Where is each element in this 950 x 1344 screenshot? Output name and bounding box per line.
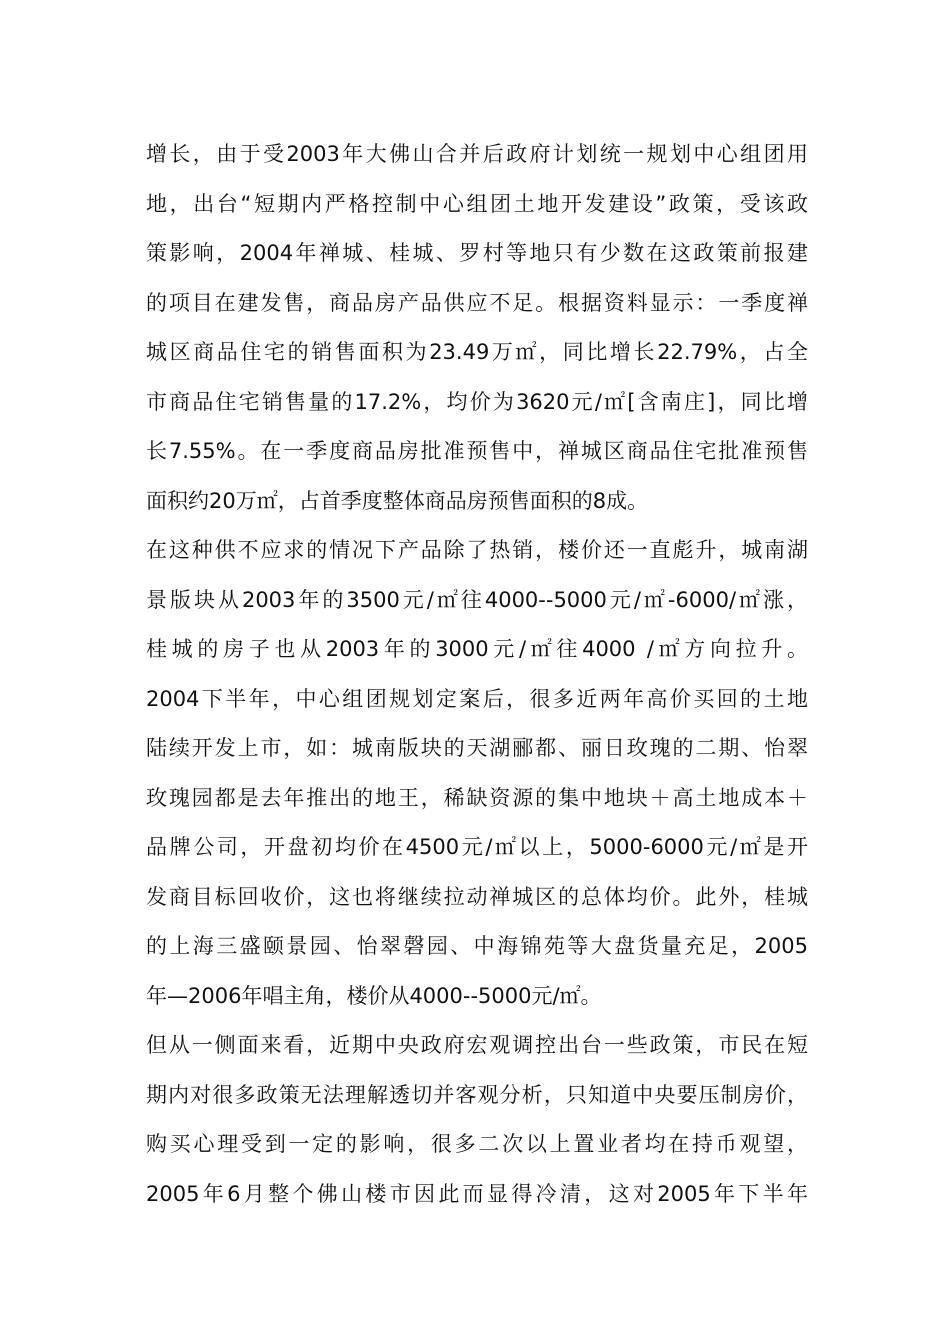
text-line: 陆续开发上市，如：城南版块的天湖郦都、丽日玫瑰的二期、怡翠 bbox=[146, 736, 808, 760]
paragraph-supply-shortage bbox=[146, 130, 808, 526]
text-line: 发商目标回收价，这也将继续拉动禅城区的总体均价。此外，桂城 bbox=[146, 884, 808, 909]
text-line: 品牌公司，开盘初均价在4500元/㎡以上，5000-6000元/㎡是开 bbox=[146, 835, 808, 859]
text-line: 景版块从2003年的3500元/㎡往4000--5000元/㎡-6000/㎡涨， bbox=[146, 587, 808, 612]
text-line: 期内对很多政策无法理解透切并客观分析，只知道中央要压制房价， bbox=[146, 1082, 808, 1107]
paragraph-policy-impact bbox=[146, 1021, 808, 1219]
text-line: 面积约20万㎡，占首季度整体商品房预售面积的8成。 bbox=[146, 488, 649, 513]
text-line: 增长，由于受2003年大佛山合并后政府计划统一规划中心组团用 bbox=[146, 142, 808, 166]
text-line: 市商品住宅销售量的17.2%，均价为3620元/㎡[含南庄]，同比增 bbox=[146, 389, 808, 414]
text-line: 桂城的房子也从2003年的3000元/㎡往4000 /㎡方向拉升。 bbox=[146, 637, 808, 661]
text-line: 2005年6月整个佛山楼市因此而显得冷清，这对2005年下半年 bbox=[146, 1181, 808, 1206]
text-line: 在这种供不应求的情况下产品除了热销，楼价还一直彪升，城南湖 bbox=[146, 538, 808, 562]
text-line: 地，出台“短期内严格控制中心组团土地开发建设”政策，受该政 bbox=[146, 191, 808, 216]
document-body bbox=[146, 130, 808, 1219]
text-line: 的项目在建发售，商品房产品供应不足。根据资料显示：一季度禅 bbox=[146, 290, 808, 315]
text-line: 购买心理受到一定的影响，很多二次以上置业者均在持币观望， bbox=[146, 1132, 808, 1156]
text-line: 但从一侧面来看，近期中央政府宏观调控出台一些政策，市民在短 bbox=[146, 1033, 808, 1057]
text-line: 玫瑰园都是去年推出的地王，稀缺资源的集中地块＋高土地成本＋ bbox=[146, 785, 808, 810]
paragraph-price-rise bbox=[146, 526, 808, 1021]
text-line: 年—2006年唱主角，楼价从4000--5000元/㎡。 bbox=[146, 983, 602, 1008]
text-line: 的上海三盛颐景园、怡翠磬园、中海锦苑等大盘货量充足，2005 bbox=[146, 934, 808, 958]
text-line: 城区商品住宅的销售面积为23.49万㎡，同比增长22.79%，占全 bbox=[146, 340, 808, 364]
text-line: 2004下半年，中心组团规划定案后，很多近两年高价买回的土地 bbox=[146, 686, 808, 711]
text-line: 长7.55%。在一季度商品房批准预售中，禅城区商品住宅批准预售 bbox=[146, 439, 808, 463]
text-line: 策影响，2004年禅城、桂城、罗村等地只有少数在这政策前报建 bbox=[146, 241, 808, 265]
